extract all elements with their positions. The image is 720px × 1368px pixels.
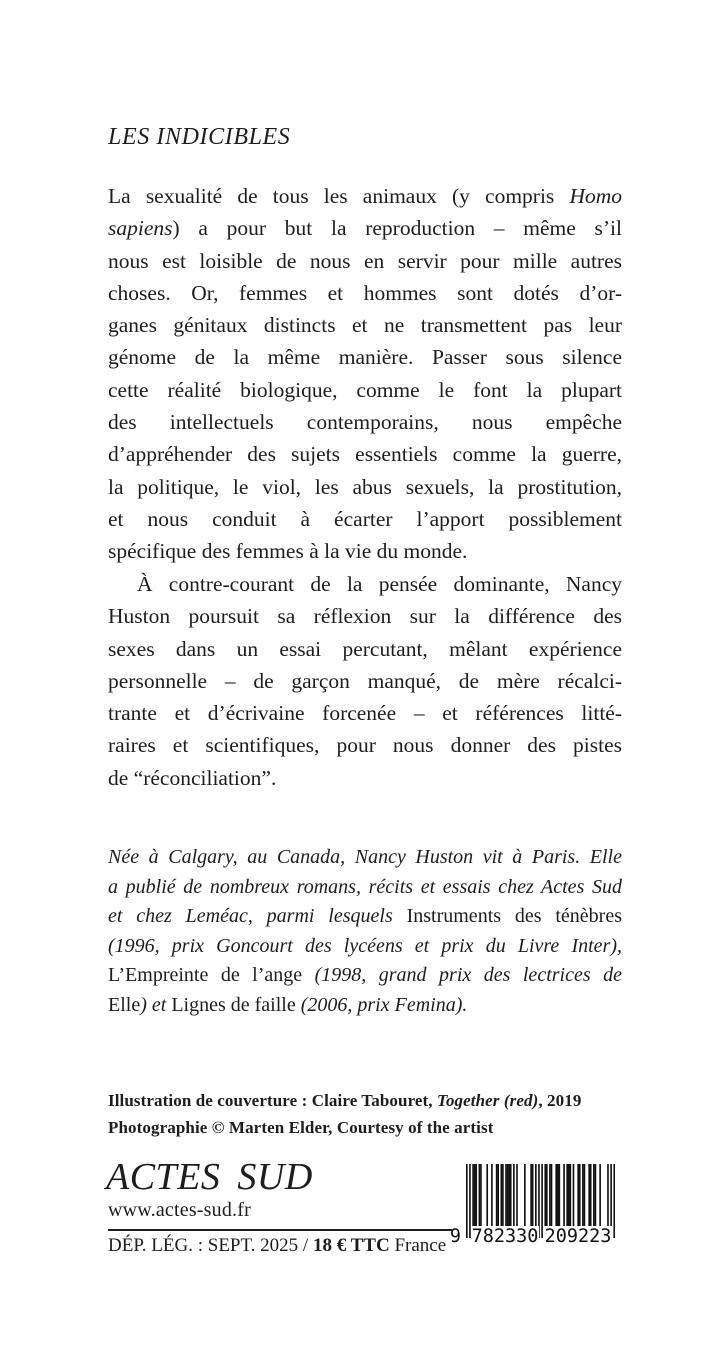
barcode-digits-left: 782330 (471, 1226, 539, 1247)
text-line: L’Empreinte de l’ange (1998, grand prix des lectrices de (108, 964, 622, 987)
text-line: de “réconciliation”. (108, 765, 277, 790)
publisher-website: www.actes-sud.fr (108, 1199, 251, 1221)
text-line: et chez Leméac, parmi lesquels Instruments des ténèbres (108, 905, 622, 928)
text-line: raires et scientifiques, pour nous donner des pistes (108, 733, 622, 758)
legal-deposit-line (108, 1235, 468, 1257)
text-line: choses. Or, femmes et hommes sont dotés d’or- (108, 280, 622, 305)
text-line: ganes génitaux distincts et ne transmettent pas leur (108, 313, 622, 338)
separator-rule (108, 1229, 452, 1231)
text-line: Illustration de couverture : Claire Tabouret, Together (red), 2019 (108, 1091, 582, 1110)
ean-barcode (448, 1164, 618, 1258)
text-line: sapiens) a pour but la reproduction – même s’il (108, 216, 622, 241)
text-line: Huston poursuit sa réflexion sur la différence des (108, 604, 622, 629)
text-line: personnelle – de garçon manqué, de mère récalci- (108, 668, 622, 693)
author-bio (108, 843, 622, 1021)
text-line: des intellectuels contemporains, nous empêche (108, 410, 622, 435)
text-line: cette réalité biologique, comme le font la plupart (108, 377, 622, 402)
text-line: nous est loisible de nous en servir pour mille autres (108, 248, 622, 273)
text-line: À contre-courant de la pensée dominante, Nancy (137, 572, 622, 596)
text-line: Née à Calgary, au Canada, Nancy Huston vit à Paris. Elle (108, 846, 622, 868)
text-line: et nous conduit à écarter l’apport possiblement (108, 506, 622, 531)
publisher-logo: ACTES SUD (106, 1156, 313, 1198)
text-line: génome de la même manière. Passer sous silence (108, 345, 622, 370)
cover-credits (108, 1088, 668, 1141)
text-line: DÉP. LÉG. : SEPT. 2025 / 18 € TTC France (108, 1235, 447, 1256)
text-line: Photographie © Marten Elder, Courtesy of the artist (108, 1117, 494, 1137)
book-title: LES INDICIBLES (108, 124, 291, 150)
text-line: La sexualité de tous les animaux (y compris Homo (108, 184, 622, 208)
synopsis-paragraph-1 (108, 180, 622, 568)
text-line: d’appréhender des sujets essentiels comme la guerre, (108, 442, 622, 467)
text-line: trante et d’écrivaine forcenée – et références litté- (108, 701, 622, 726)
text-line: (1996, prix Goncourt des lycéens et prix du Livre Inter), (108, 934, 622, 957)
synopsis-paragraph-2 (108, 568, 622, 794)
text-line: Elle) et Lignes de faille (2006, prix Femina). (108, 993, 468, 1016)
text-line: sexes dans un essai percutant, mêlant expérience (108, 636, 622, 661)
text-line: la politique, le viol, les abus sexuels, la prostitution, (108, 474, 622, 499)
barcode-digits-right: 209223 (544, 1226, 612, 1247)
text-line: a publié de nombreux romans, récits et essais chez Actes Sud (108, 875, 622, 898)
text-line: spécifique des femmes à la vie du monde. (108, 539, 468, 564)
barcode-digit-lead: 9 (449, 1226, 462, 1247)
